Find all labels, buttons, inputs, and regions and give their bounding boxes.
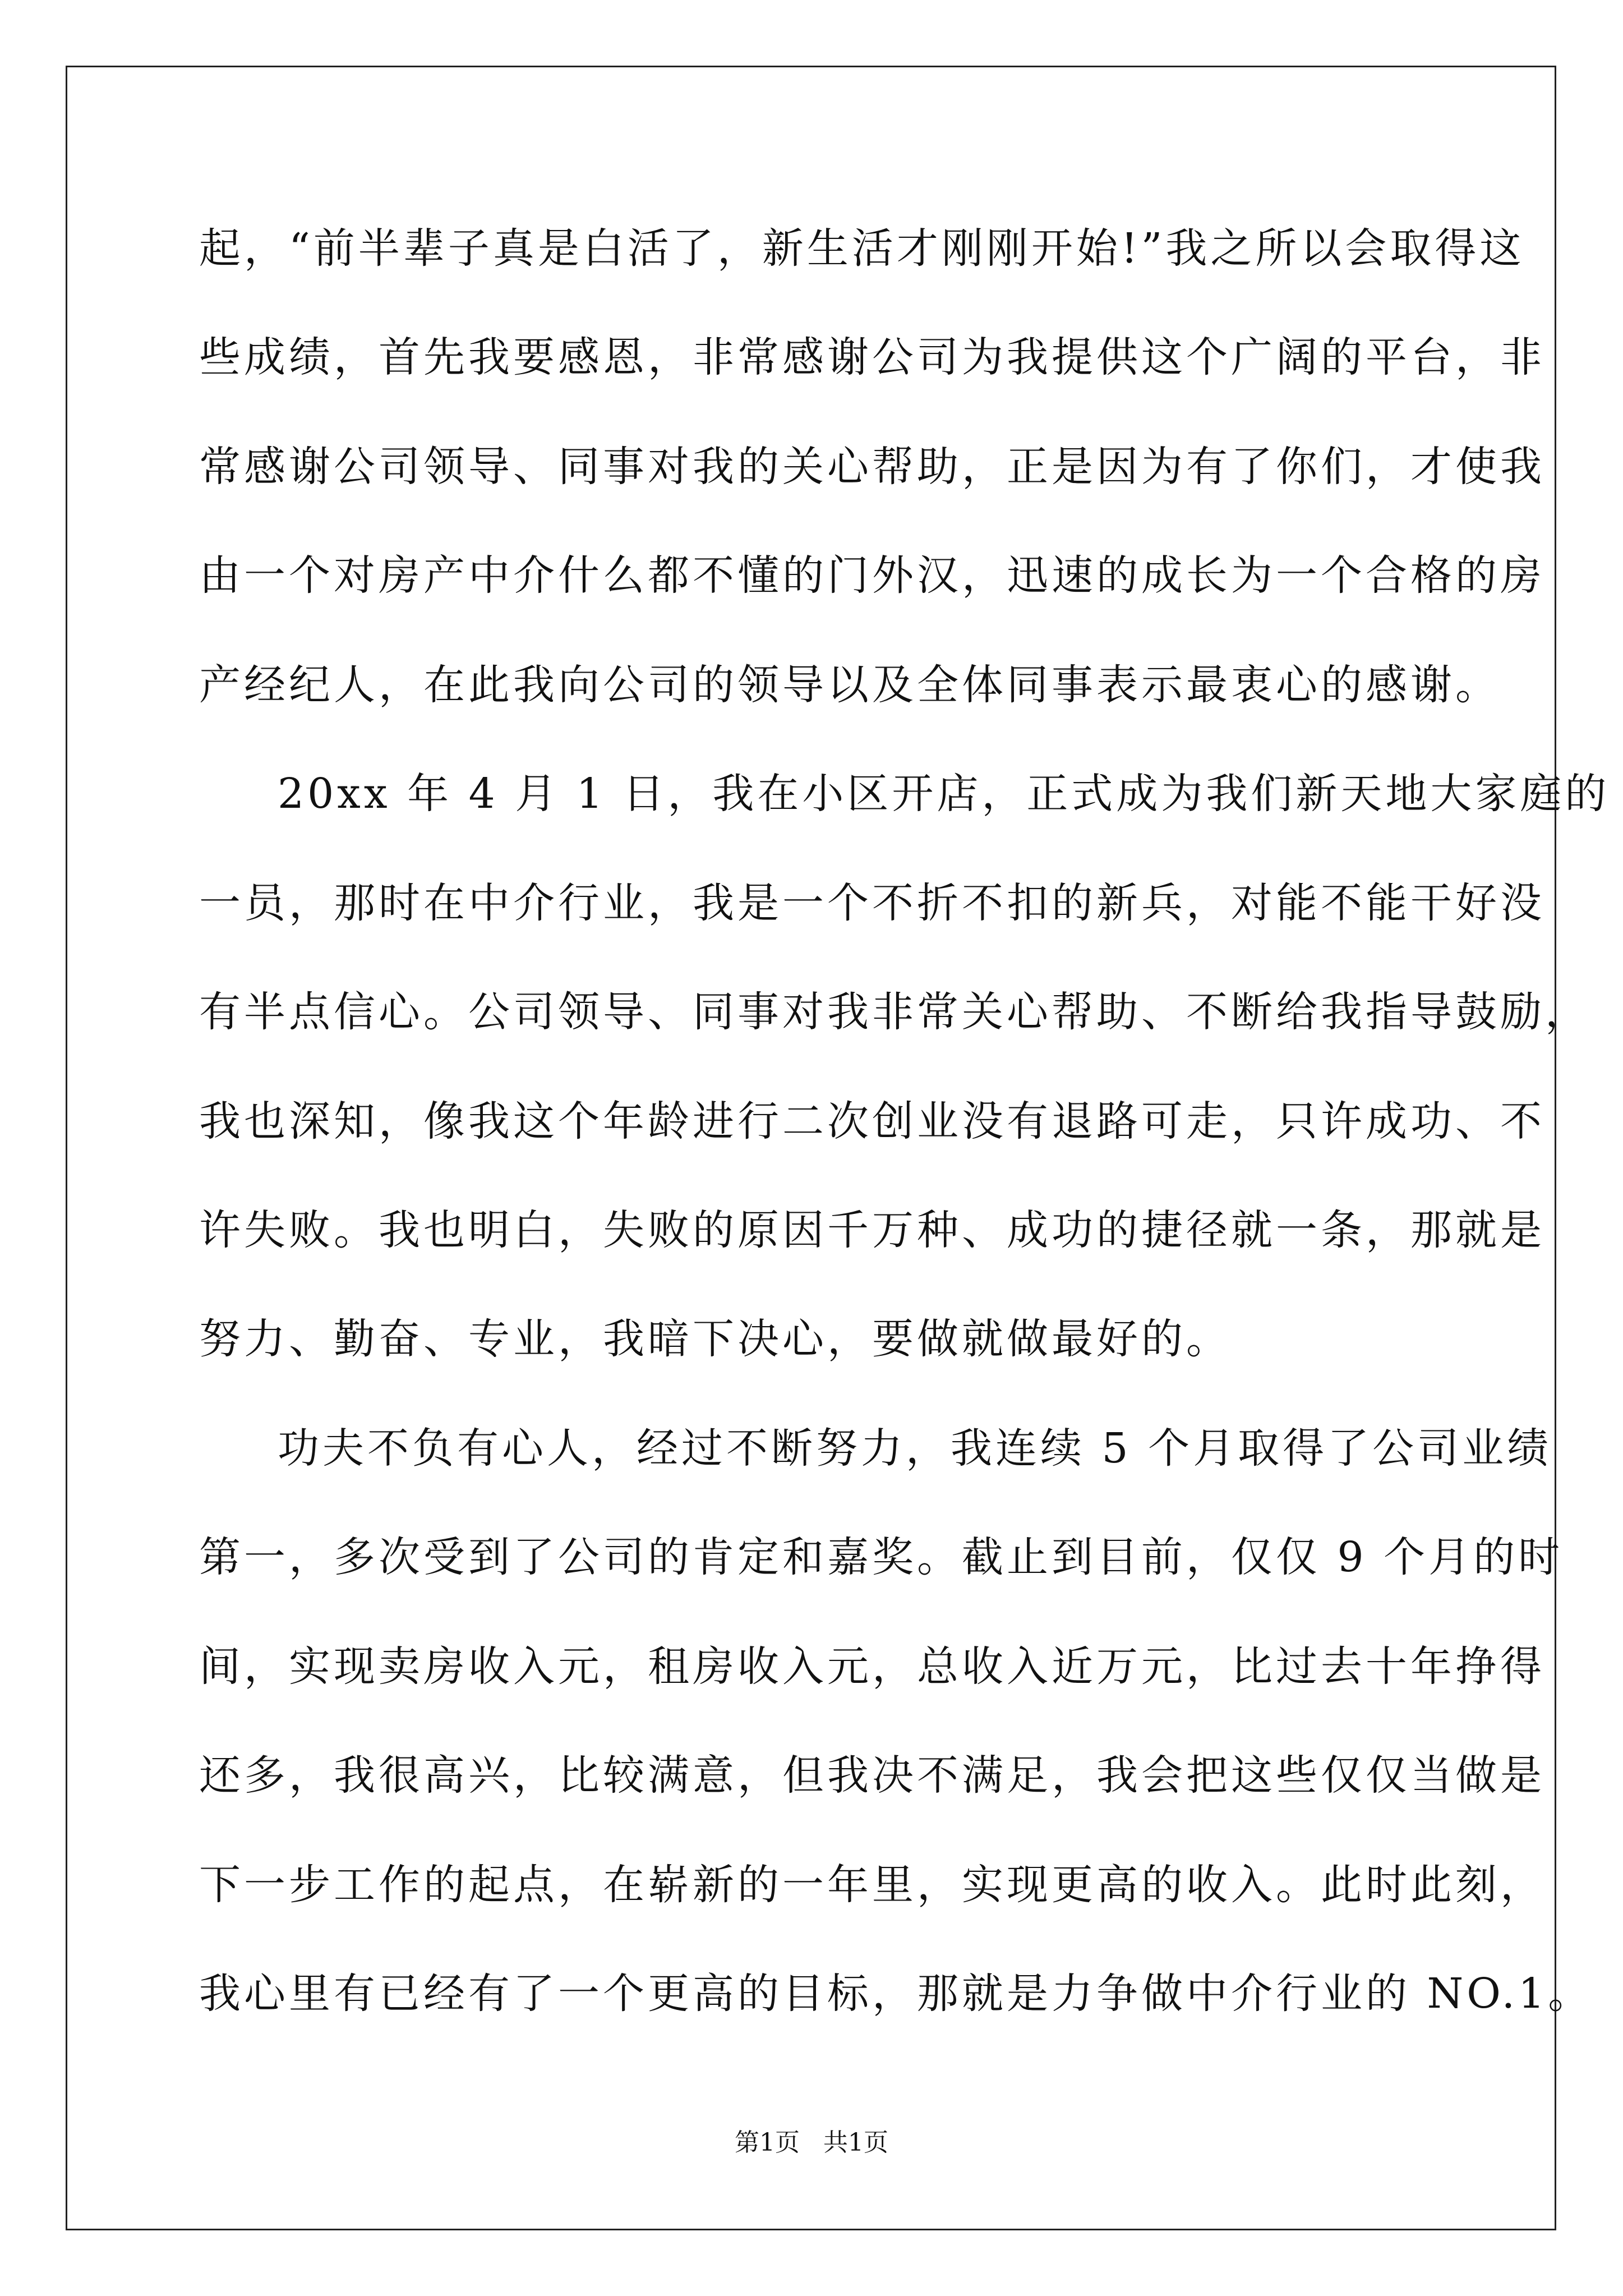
paragraph-first-line: 20xx 年 4 月 1 日，我在小区开店，正式成为我们新天地大家庭的 bbox=[278, 770, 1610, 818]
text-line: 间，实现卖房收入元，租房收入元，总收入近万元，比过去十年挣得 bbox=[199, 1642, 1545, 1691]
text-line: 一员，那时在中介行业，我是一个不折不扣的新兵，对能不能干好没 bbox=[199, 879, 1545, 927]
text-line: 第一，多次受到了公司的肯定和嘉奖。截止到目前，仅仅 9 个月的时 bbox=[199, 1533, 1564, 1581]
text-line: 常感谢公司领导、同事对我的关心帮助，正是因为有了你们，才使我 bbox=[199, 443, 1545, 491]
text-line: 有半点信心。公司领导、同事对我非常关心帮助、不断给我指导鼓励， bbox=[199, 988, 1590, 1036]
text-line: 我心里有已经有了一个更高的目标，那就是力争做中介行业的 NO.1。 bbox=[199, 1970, 1593, 2018]
text-line: 些成绩，首先我要感恩，非常感谢公司为我提供这个广阔的平台，非 bbox=[199, 333, 1545, 381]
text-line: 还多，我很高兴，比较满意，但我决不满足，我会把这些仅仅当做是 bbox=[199, 1751, 1545, 1800]
page-number: 第1页 共1页 bbox=[735, 2128, 888, 2157]
text-line: 我也深知，像我这个年龄进行二次创业没有退路可走，只许成功、不 bbox=[199, 1097, 1545, 1145]
text-line: 许失败。我也明白，失败的原因千万种、成功的捷径就一条，那就是 bbox=[199, 1206, 1545, 1254]
text-line: 下一步工作的起点，在崭新的一年里，实现更高的收入。此时此刻， bbox=[199, 1861, 1545, 1909]
text-line: 起，“前半辈子真是白活了，新生活才刚刚开始!”我之所以会取得这 bbox=[199, 224, 1525, 273]
text-line: 努力、勤奋、专业，我暗下决心，要做就做最好的。 bbox=[199, 1315, 1231, 1363]
text-line: 由一个对房产中介什么都不懂的门外汉，迅速的成长为一个合格的房 bbox=[199, 551, 1545, 600]
paragraph-first-line: 功夫不负有心人，经过不断努力，我连续 5 个月取得了公司业绩 bbox=[278, 1424, 1552, 1473]
text-line: 产经纪人，在此我向公司的领导以及全体同事表示最衷心的感谢。 bbox=[199, 661, 1500, 709]
